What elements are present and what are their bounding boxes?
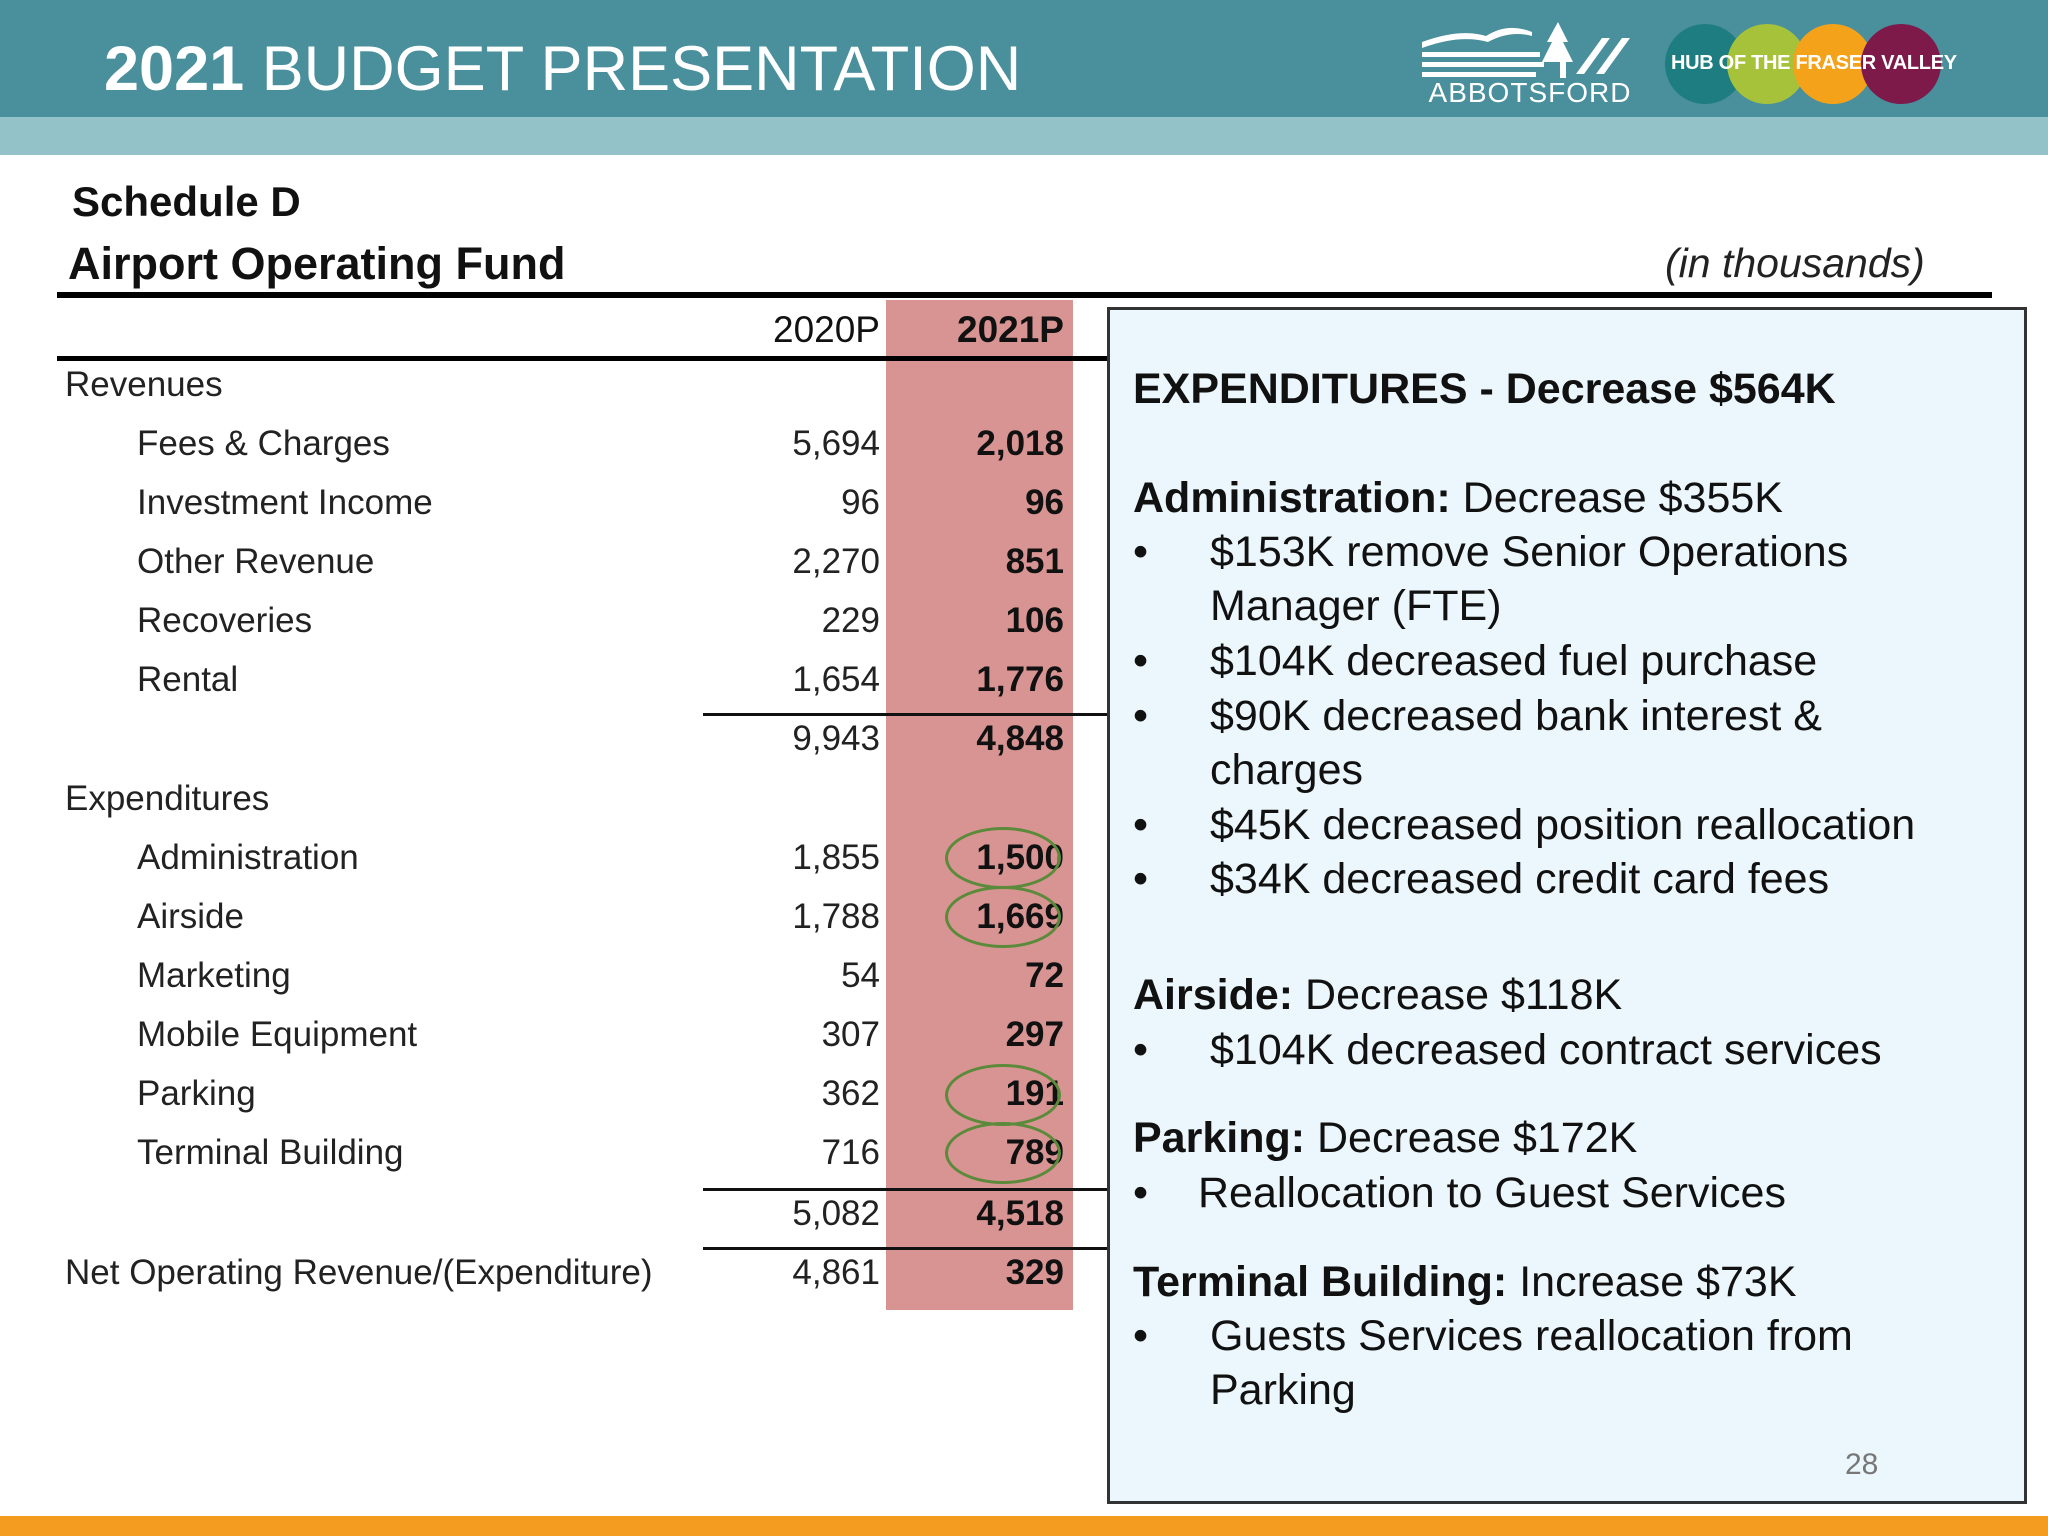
expenditure-total-2020: 5,082 — [792, 1194, 880, 1233]
value-2020: 54 — [841, 956, 880, 995]
value-2021: 789 — [1005, 1133, 1064, 1172]
schedule-title: Schedule D — [72, 178, 301, 225]
circle-annotation-administration — [945, 827, 1061, 889]
bullet-glyph: • — [1133, 637, 1149, 685]
value-2021: 851 — [1005, 542, 1064, 581]
value-2021: 1,500 — [976, 838, 1064, 877]
row-label: Parking — [137, 1074, 256, 1113]
fund-title: Airport Operating Fund — [68, 238, 566, 289]
row-label: Marketing — [137, 956, 291, 995]
admin-bullet-4: $45K decreased position reallocation — [1210, 801, 1916, 849]
value-2020: 1,788 — [792, 897, 880, 936]
row-label: Administration — [137, 838, 359, 877]
value-2020: 1,855 — [792, 838, 880, 877]
admin-bullet-5: $34K decreased credit card fees — [1210, 855, 1830, 903]
value-2021: 72 — [1025, 956, 1064, 995]
terminal-heading — [1133, 1255, 1797, 1309]
value-2021: 191 — [1005, 1074, 1064, 1113]
parking-change: Decrease $172K — [1305, 1114, 1638, 1162]
row-label: Mobile Equipment — [137, 1015, 418, 1054]
value-2020: 1,654 — [792, 660, 880, 699]
bullet-glyph: • — [1133, 528, 1149, 576]
admin-bullet-1-line-2: Manager (FTE) — [1210, 582, 1502, 630]
terminal-bullet-1-line-1: Guests Services reallocation from — [1210, 1312, 1853, 1360]
revenue-total-2021: 4,848 — [976, 719, 1064, 758]
row-label: Recoveries — [137, 601, 313, 640]
airside-bullet-1: $104K decreased contract services — [1210, 1026, 1882, 1074]
row-label: Terminal Building — [137, 1133, 404, 1172]
footer-bar — [0, 1516, 2048, 1536]
bullet-glyph: • — [1133, 1312, 1149, 1360]
admin-bullet-2: $104K decreased fuel purchase — [1210, 637, 1818, 685]
net-2021: 329 — [1005, 1253, 1064, 1292]
bullet-glyph: • — [1133, 1169, 1149, 1217]
value-2021: 96 — [1025, 483, 1064, 522]
circle-annotation-terminal — [945, 1122, 1061, 1184]
page-number: 28 — [1845, 1448, 1879, 1481]
bullet-glyph: • — [1133, 692, 1149, 740]
hub-tagline: HUB OF THE FRASER VALLEY — [1671, 52, 1957, 74]
value-2021: 1,776 — [976, 660, 1064, 699]
terminal-bullet-1-line-2: Parking — [1210, 1366, 1356, 1414]
bullet-glyph: • — [1133, 1026, 1149, 1074]
bullet-glyph: • — [1133, 855, 1149, 903]
title-rule — [57, 292, 1992, 298]
airside-label: Airside: — [1133, 971, 1294, 1019]
panel-heading: EXPENDITURES - Decrease $564K — [1133, 365, 1836, 413]
revenue-total-2020: 9,943 — [792, 719, 880, 758]
value-2020: 716 — [821, 1133, 880, 1172]
title-year: 2021 — [104, 34, 245, 104]
value-2020: 307 — [821, 1015, 880, 1054]
col-header-2020: 2020P — [773, 309, 880, 350]
presentation-title — [104, 30, 1021, 108]
parking-label: Parking: — [1133, 1114, 1306, 1162]
expenditure-total-2021: 4,518 — [976, 1194, 1064, 1233]
row-label: Other Revenue — [137, 542, 375, 581]
admin-bullet-3-line-1: $90K decreased bank interest & — [1210, 692, 1822, 740]
airside-change: Decrease $118K — [1293, 971, 1623, 1019]
value-2020: 229 — [821, 601, 880, 640]
parking-bullet-1: Reallocation to Guest Services — [1198, 1169, 1786, 1217]
row-label: Investment Income — [137, 483, 433, 522]
admin-heading — [1133, 471, 1783, 525]
admin-label: Administration: — [1133, 474, 1451, 522]
value-2020: 2,270 — [792, 542, 880, 581]
explanation-panel — [1107, 307, 2027, 1504]
circle-annotation-parking — [945, 1064, 1061, 1126]
bullet-glyph: • — [1133, 801, 1149, 849]
value-2020: 96 — [841, 483, 880, 522]
units-note: (in thousands) — [1665, 240, 1925, 286]
value-2021: 297 — [1005, 1015, 1064, 1054]
row-label: Fees & Charges — [137, 424, 390, 463]
parking-heading — [1133, 1111, 1637, 1165]
value-2021: 106 — [1005, 601, 1064, 640]
row-label: Airside — [137, 897, 244, 936]
value-2020: 362 — [821, 1074, 880, 1113]
city-name: ABBOTSFORD — [1428, 77, 1632, 106]
revenues-heading: Revenues — [65, 365, 223, 404]
admin-bullet-1-line-1: $153K remove Senior Operations — [1210, 528, 1849, 576]
circle-annotation-airside — [945, 886, 1061, 948]
terminal-label: Terminal Building: — [1133, 1258, 1508, 1306]
net-label: Net Operating Revenue/(Expenditure) — [65, 1253, 653, 1292]
terminal-change: Increase $73K — [1507, 1258, 1797, 1306]
expenditures-heading: Expenditures — [65, 779, 270, 818]
abbotsford-logo — [1420, 22, 1640, 106]
airside-heading — [1133, 968, 1622, 1022]
header-band — [0, 0, 2048, 117]
value-2021: 2,018 — [976, 424, 1064, 463]
col-header-2021: 2021P — [957, 309, 1064, 350]
title-text: BUDGET PRESENTATION — [244, 34, 1022, 104]
value-2021: 1,669 — [976, 897, 1064, 936]
header-strip — [0, 117, 2048, 155]
hub-logo — [1665, 24, 1957, 104]
admin-bullet-3-line-2: charges — [1210, 746, 1363, 794]
net-2020: 4,861 — [792, 1253, 880, 1292]
value-2020: 5,694 — [792, 424, 880, 463]
row-label: Rental — [137, 660, 239, 699]
admin-change: Decrease $355K — [1450, 474, 1783, 522]
